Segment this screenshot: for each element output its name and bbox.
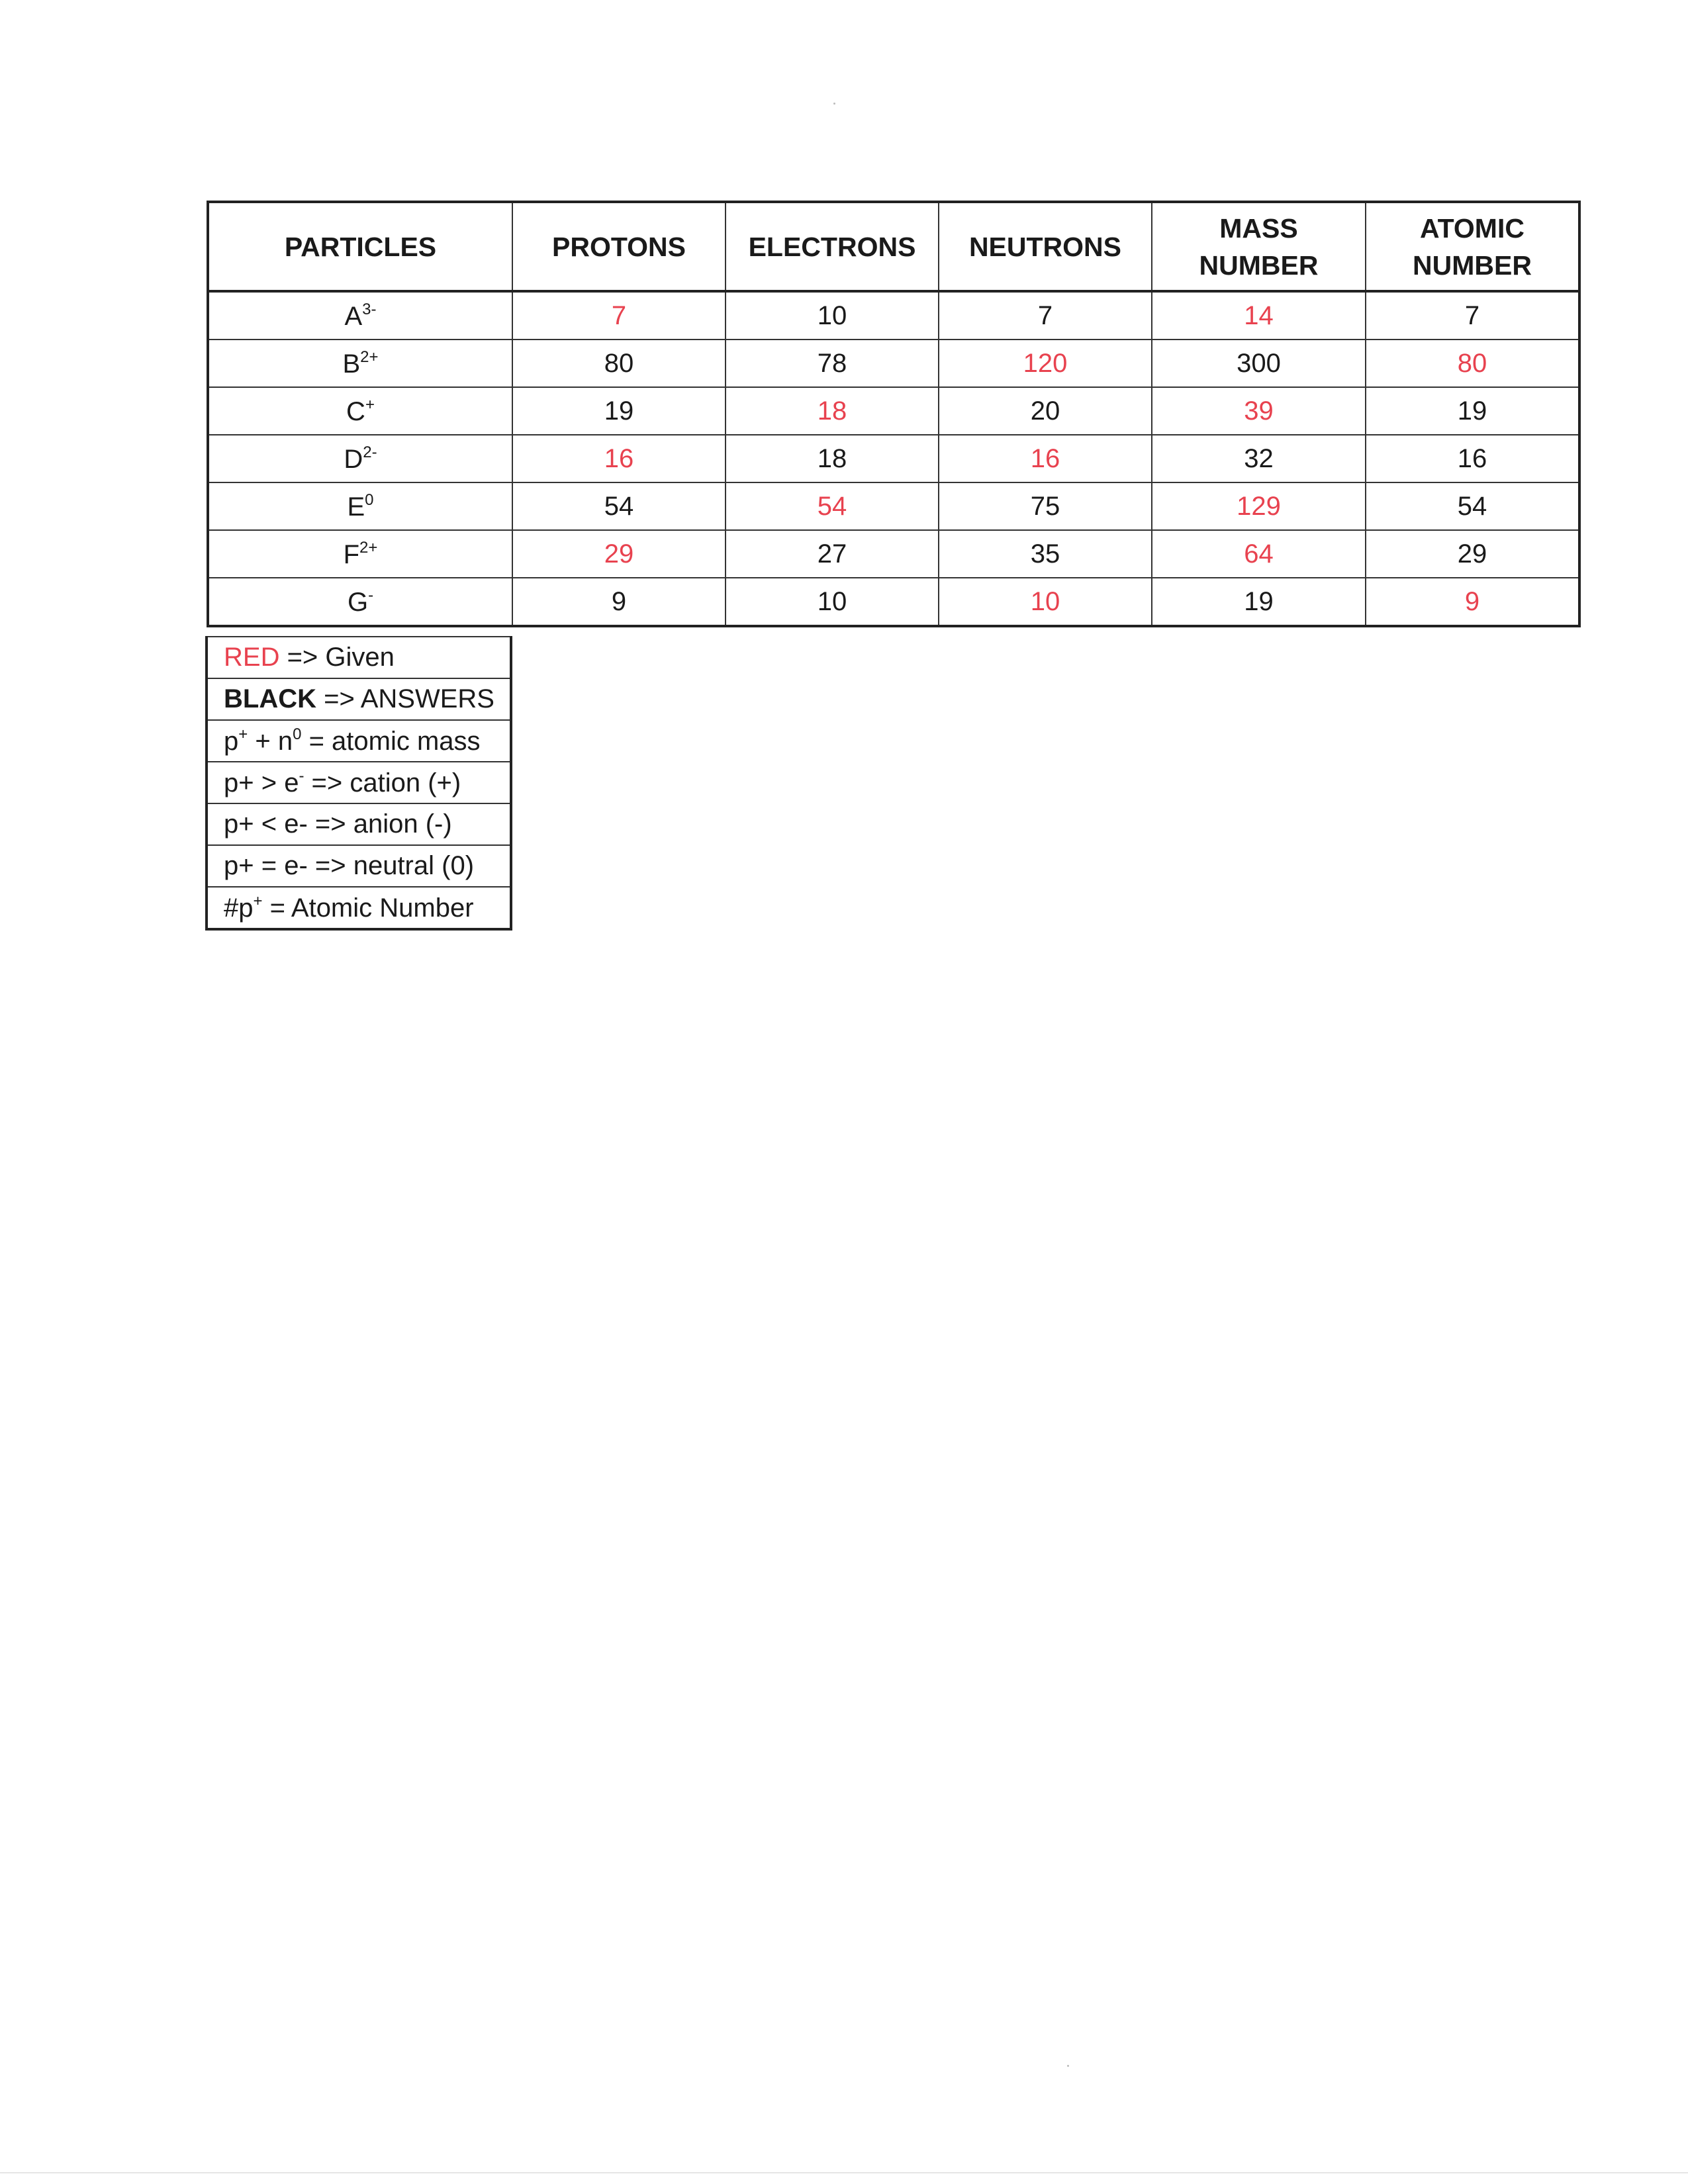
particle-cell: $B^{2+}$ xyxy=(208,340,512,387)
protons-cell: 7 xyxy=(512,291,726,340)
header-mass-number xyxy=(1152,202,1366,291)
mass-number-cell: 39 xyxy=(1152,387,1366,435)
table-row xyxy=(208,530,1579,578)
particle-cell: $A^{3-}$ xyxy=(208,291,512,340)
legend-row xyxy=(207,845,511,887)
neutrons-cell: 120 xyxy=(939,340,1152,387)
protons-cell: 80 xyxy=(512,340,726,387)
neutrons-cell: 20 xyxy=(939,387,1152,435)
legend-row xyxy=(207,887,511,929)
atomic-number-cell: 9 xyxy=(1366,578,1579,626)
table-row xyxy=(208,291,1579,340)
mass-number-cell: 64 xyxy=(1152,530,1366,578)
particle-cell: G- xyxy=(208,578,512,626)
legend-row xyxy=(207,762,511,803)
header-row xyxy=(208,202,1579,291)
mass-number-cell: 14 xyxy=(1152,291,1366,340)
particle-cell: $F^{2+}$ xyxy=(208,530,512,578)
neutrons-cell: 35 xyxy=(939,530,1152,578)
legend-anion-rule: p+ < e- => anion (-) xyxy=(207,803,511,845)
legend-row xyxy=(207,720,511,762)
atomic-number-cell: 16 xyxy=(1366,435,1579,482)
header-mass-line2: NUMBER xyxy=(1199,250,1319,281)
table-row xyxy=(208,387,1579,435)
protons-cell: 29 xyxy=(512,530,726,578)
protons-cell: 16 xyxy=(512,435,726,482)
mass-number-cell: 300 xyxy=(1152,340,1366,387)
subatomic-particles-table xyxy=(207,201,1581,627)
electrons-cell: 10 xyxy=(726,578,939,626)
particle-cell: C+ xyxy=(208,387,512,435)
electrons-cell: 18 xyxy=(726,435,939,482)
legend-neutral-rule: p+ = e- => neutral (0) xyxy=(207,845,511,887)
legend-red-word: RED xyxy=(224,643,280,672)
atomic-number-cell: 54 xyxy=(1366,482,1579,530)
scan-edge-line xyxy=(0,2172,1688,2173)
header-mass-line1: MASS xyxy=(1219,212,1298,244)
mass-number-cell: 19 xyxy=(1152,578,1366,626)
legend-row xyxy=(207,803,511,845)
atomic-number-cell: 29 xyxy=(1366,530,1579,578)
legend-table xyxy=(205,636,512,931)
electrons-cell: 54 xyxy=(726,482,939,530)
atomic-number-cell: 7 xyxy=(1366,291,1579,340)
legend-row xyxy=(207,678,511,720)
neutrons-cell: 10 xyxy=(939,578,1152,626)
header-atomic-number xyxy=(1366,202,1579,291)
neutrons-cell: 16 xyxy=(939,435,1152,482)
electrons-cell: 27 xyxy=(726,530,939,578)
header-protons: PROTONS xyxy=(512,202,726,291)
legend-atomic-number-rule: #p+ = Atomic Number xyxy=(207,887,511,929)
electrons-cell: 10 xyxy=(726,291,939,340)
legend-atomic-mass-rule: $p^+ + n^0$ = atomic mass xyxy=(207,720,511,762)
scan-speck xyxy=(1067,2065,1069,2067)
legend-row xyxy=(207,637,511,678)
scan-speck xyxy=(833,103,835,105)
legend-red-given: RED => Given xyxy=(207,637,511,678)
header-atomic-line1: ATOMIC xyxy=(1420,212,1524,244)
table-row xyxy=(208,340,1579,387)
particle-cell: $E^0$ xyxy=(208,482,512,530)
protons-cell: 19 xyxy=(512,387,726,435)
neutrons-cell: 7 xyxy=(939,291,1152,340)
electrons-cell: 78 xyxy=(726,340,939,387)
header-neutrons: NEUTRONS xyxy=(939,202,1152,291)
table-row xyxy=(208,482,1579,530)
particle-cell: $D^{2-}$ xyxy=(208,435,512,482)
mass-number-cell: 129 xyxy=(1152,482,1366,530)
legend-black-answers: BLACK => ANSWERS xyxy=(207,678,511,720)
header-particles: PARTICLES xyxy=(208,202,512,291)
electrons-cell: 18 xyxy=(726,387,939,435)
table-row xyxy=(208,435,1579,482)
neutrons-cell: 75 xyxy=(939,482,1152,530)
atomic-number-cell: 80 xyxy=(1366,340,1579,387)
header-electrons: ELECTRONS xyxy=(726,202,939,291)
header-atomic-line2: NUMBER xyxy=(1413,250,1532,281)
table-row xyxy=(208,578,1579,626)
protons-cell: 54 xyxy=(512,482,726,530)
legend-black-word: BLACK xyxy=(224,684,316,713)
atomic-number-cell: 19 xyxy=(1366,387,1579,435)
mass-number-cell: 32 xyxy=(1152,435,1366,482)
protons-cell: 9 xyxy=(512,578,726,626)
legend-cation-rule: p+ > e- => cation (+) xyxy=(207,762,511,803)
